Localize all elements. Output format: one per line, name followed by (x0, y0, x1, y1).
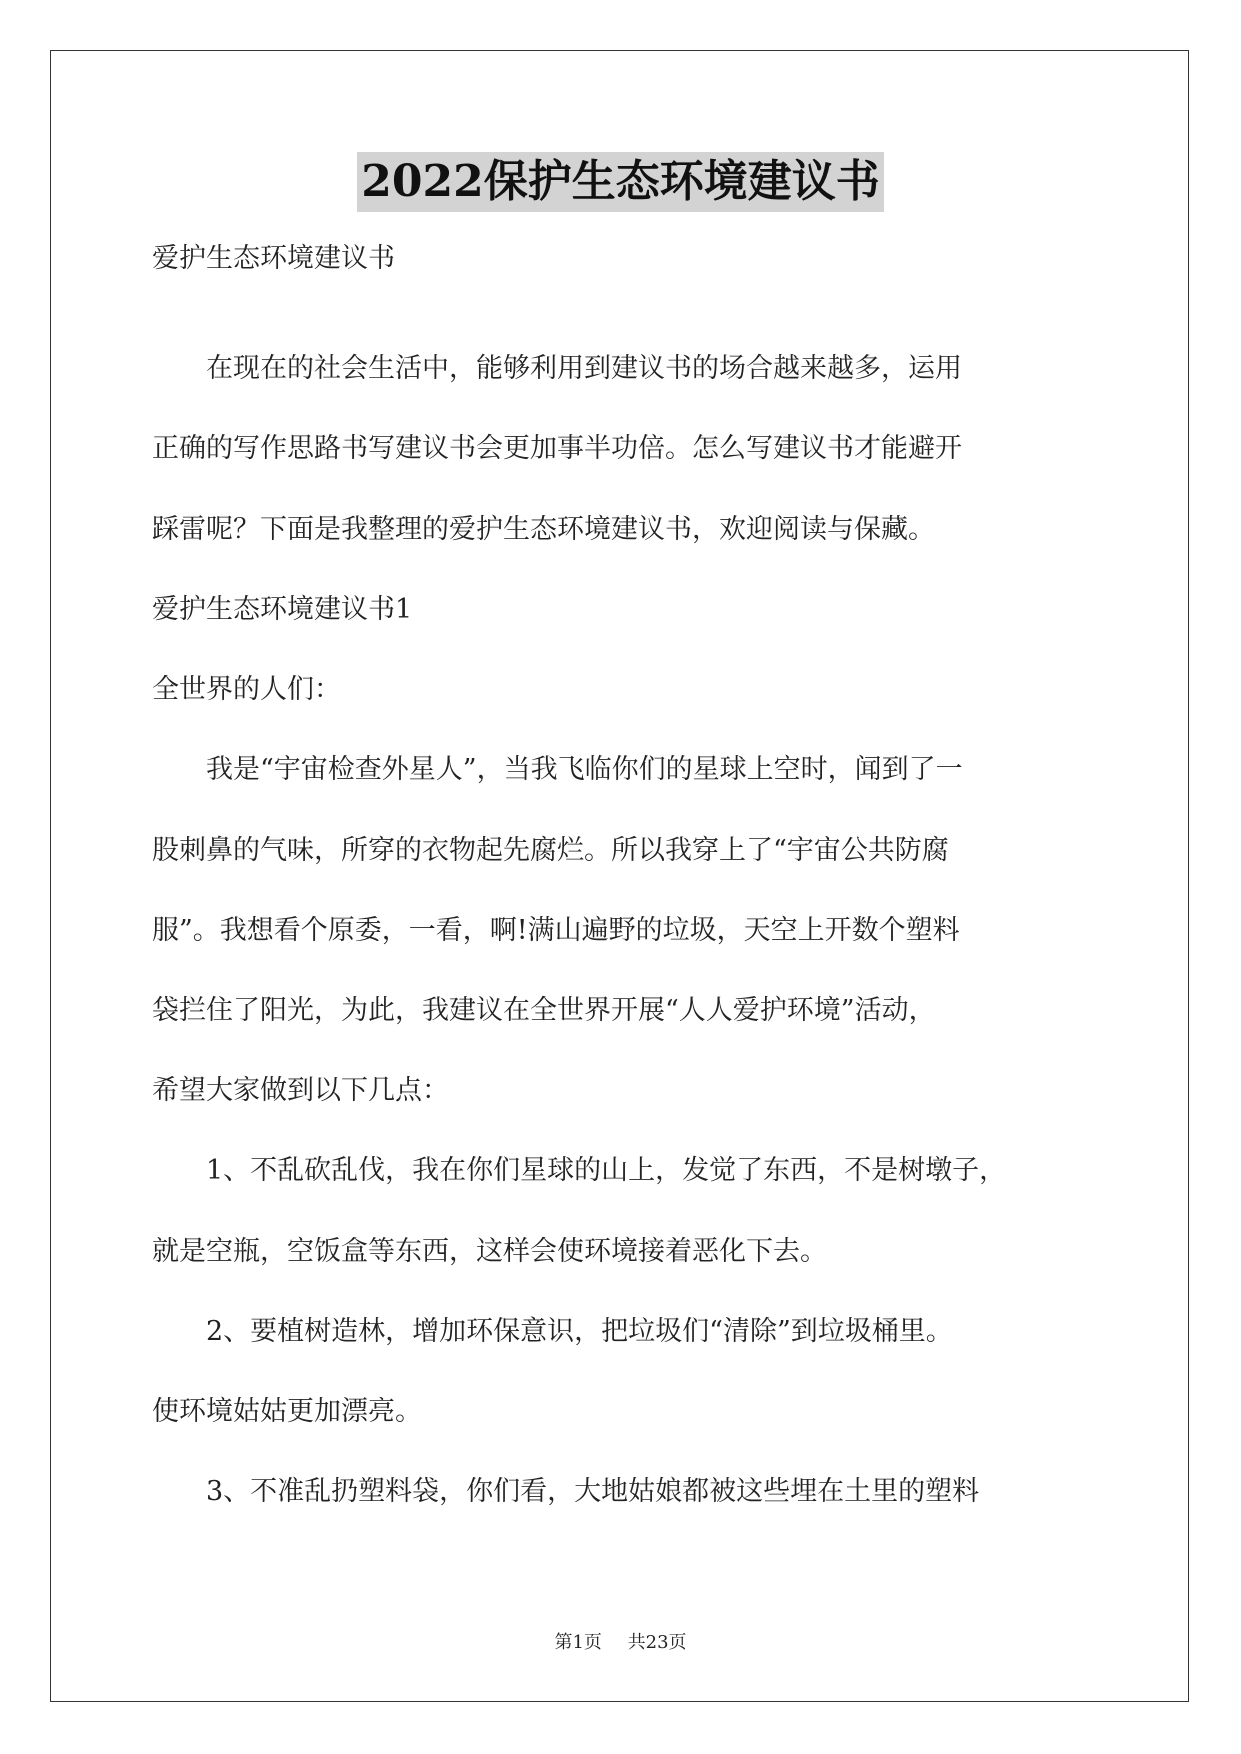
paragraph-line: 正确的写作思路书写建议书会更加事半功倍。怎么写建议书才能避开 (152, 433, 962, 464)
page-number: 第1页 (554, 1632, 602, 1653)
paragraph-line: 3、不准乱扔塑料袋，你们看，大地姑娘都被这些埋在土里的塑料 (152, 1476, 980, 1507)
paragraph-line: 就是空瓶，空饭盒等东西，这样会使环境接着恶化下去。 (152, 1236, 827, 1267)
paragraph-line: 爱护生态环境建议书 (152, 243, 395, 274)
page-footer (0, 1628, 1241, 1654)
page-total: 共23页 (627, 1632, 687, 1653)
title-container (0, 152, 1241, 212)
document-title: 2022保护生态环境建议书 (357, 152, 883, 212)
paragraph-line: 爱护生态环境建议书1 (152, 594, 413, 625)
paragraph-line: 2、要植树造林，增加环保意识，把垃圾们“清除”到垃圾桶里。 (152, 1316, 953, 1347)
paragraph-line: 希望大家做到以下几点： (152, 1075, 449, 1106)
paragraph-line: 1、不乱砍乱伐，我在你们星球的山上，发觉了东西，不是树墩子， (152, 1155, 1007, 1186)
paragraph-line: 踩雷呢？下面是我整理的爱护生态环境建议书，欢迎阅读与保藏。 (152, 514, 935, 545)
paragraph-line: 使环境姑姑更加漂亮。 (152, 1396, 422, 1427)
paragraph-line: 我是“宇宙检查外星人”，当我飞临你们的星球上空时，闻到了一 (152, 754, 963, 785)
paragraph-line: 全世界的人们： (152, 674, 341, 705)
paragraph-line: 袋拦住了阳光，为此，我建议在全世界开展“人人爱护环境”活动， (152, 995, 936, 1026)
paragraph-line: 股刺鼻的气味，所穿的衣物起先腐烂。所以我穿上了“宇宙公共防腐 (152, 835, 949, 866)
page-border (50, 50, 1189, 1702)
paragraph-line: 在现在的社会生活中，能够利用到建议书的场合越来越多，运用 (152, 353, 962, 384)
paragraph-line: 服”。我想看个原委，一看，啊!满山遍野的垃圾，天空上开数个塑料 (152, 915, 960, 946)
